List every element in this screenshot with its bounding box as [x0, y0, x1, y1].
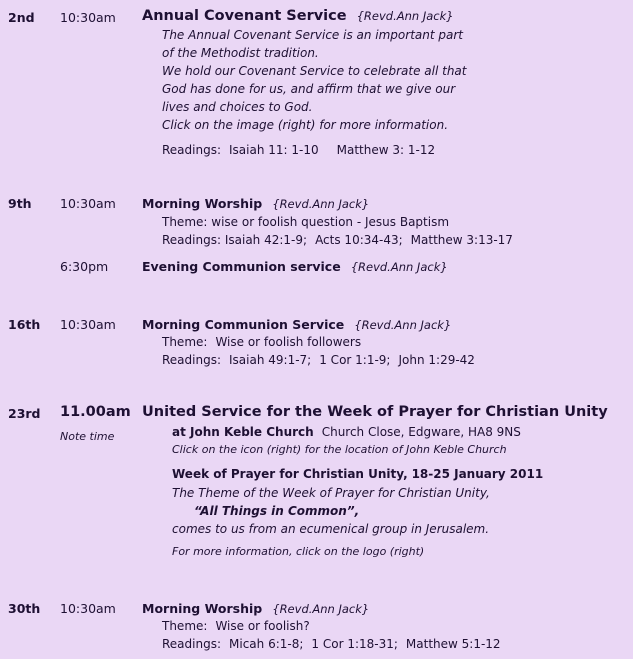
- readings-16th: Readings: Isaiah 49:1-7; 1 Cor 1:1-9; John 1:29-42: [162, 353, 475, 367]
- service-title-23rd: United Service for the Week of Prayer for Christian Unity: [142, 404, 608, 420]
- service-title-9th: Morning Worship {Revd.Ann Jack}: [142, 196, 370, 211]
- time-9th-evening: 6:30pm: [60, 259, 109, 274]
- minister-16th: {Revd.Ann Jack}: [354, 318, 452, 332]
- time-23rd: 11.00am: [60, 404, 131, 420]
- service-title-16th: Morning Communion Service {Revd.Ann Jack}: [142, 317, 452, 332]
- time-30th: 10:30am: [60, 601, 116, 616]
- time-9th: 10:30am: [60, 196, 116, 211]
- desc-line: The Annual Covenant Service is an important part: [162, 28, 463, 42]
- week-theme: “All Things in Common”,: [194, 504, 360, 518]
- location-23rd: at John Keble Church Church Close, Edgware, HA8 9NS: [172, 425, 521, 439]
- time-16th: 10:30am: [60, 317, 116, 332]
- theme-16th: Theme: Wise or foolish followers: [162, 335, 362, 349]
- desc-line: God has done for us, and affirm that we give our: [162, 82, 456, 96]
- readings-2nd: Readings: Isaiah 11: 1-10 Matthew 3: 1-12: [162, 143, 436, 157]
- desc-line: We hold our Covenant Service to celebrate all that: [162, 64, 467, 78]
- week-title: Week of Prayer for Christian Unity, 18-25 January 2011: [172, 467, 544, 481]
- desc-line: of the Methodist tradition.: [162, 46, 319, 60]
- note-time: Note time: [60, 430, 115, 443]
- week-line-1: The Theme of the Week of Prayer for Christian Unity,: [172, 486, 490, 500]
- service-title-2nd: Annual Covenant Service {Revd.Ann Jack}: [142, 8, 454, 24]
- date-16th: 16th: [8, 317, 41, 332]
- time-2nd: 10:30am: [60, 10, 116, 25]
- service-title-30th: Morning Worship {Revd.Ann Jack}: [142, 601, 370, 616]
- more-info: For more information, click on the logo (right): [172, 545, 425, 558]
- theme-9th: Theme: wise or foolish question - Jesus Baptism: [162, 215, 450, 229]
- minister-30th: {Revd.Ann Jack}: [272, 602, 370, 616]
- location-note: Click on the icon (right) for the location of John Keble Church: [172, 443, 507, 456]
- service-title-9th-evening: Evening Communion service {Revd.Ann Jack}: [142, 259, 448, 274]
- date-2nd: 2nd: [8, 10, 35, 25]
- desc-line: lives and choices to God.: [162, 100, 313, 114]
- readings-9th: Readings: Isaiah 42:1-9; Acts 10:34-43; Matthew 3:13-17: [162, 233, 513, 247]
- minister-9th-evening: {Revd.Ann Jack}: [350, 260, 448, 274]
- theme-30th: Theme: Wise or foolish?: [162, 619, 310, 633]
- date-9th: 9th: [8, 196, 32, 211]
- week-line-2: comes to us from an ecumenical group in Jerusalem.: [172, 522, 490, 536]
- minister-9th: {Revd.Ann Jack}: [272, 197, 370, 211]
- date-30th: 30th: [8, 601, 41, 616]
- minister-2nd: {Revd.Ann Jack}: [356, 9, 454, 23]
- date-23rd: 23rd: [8, 406, 41, 421]
- readings-30th: Readings: Micah 6:1-8; 1 Cor 1:18-31; Matthew 5:1-12: [162, 637, 501, 651]
- desc-line: Click on the image (right) for more information.: [162, 118, 449, 132]
